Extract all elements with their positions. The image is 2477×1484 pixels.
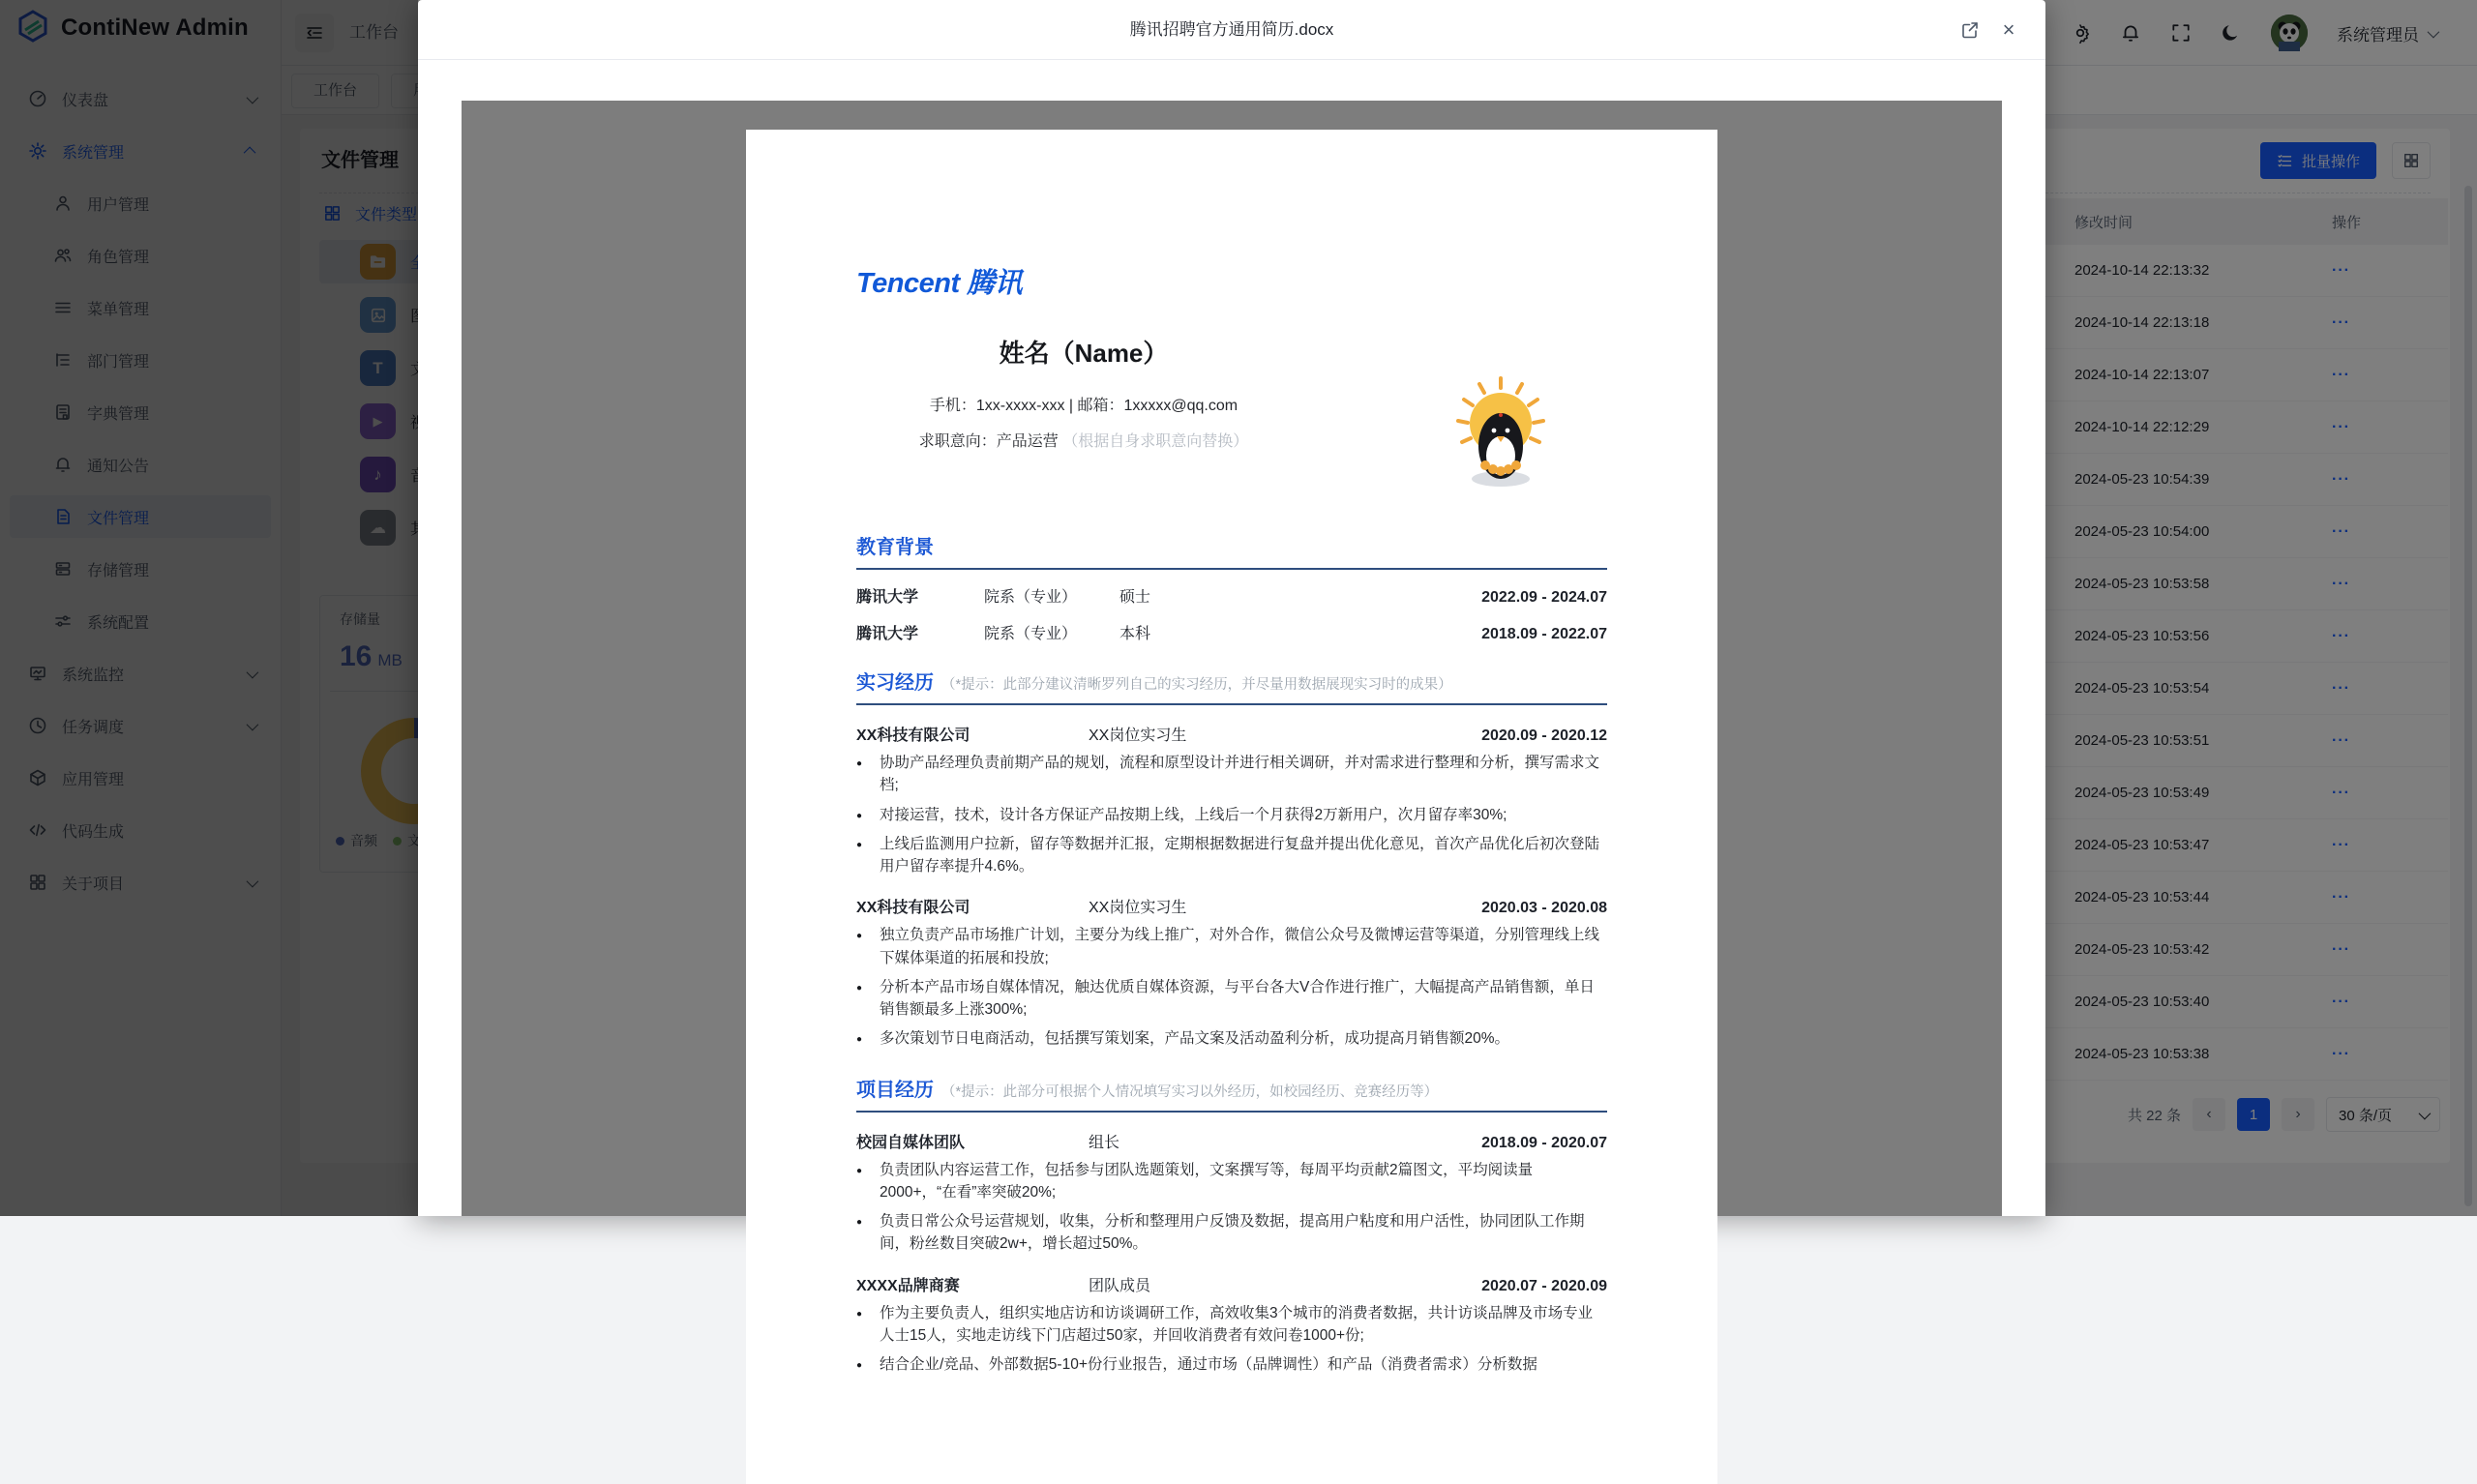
open-in-new-icon[interactable] xyxy=(1958,18,1982,42)
bullet: ● 上线后监测用户拉新，留存等数据并汇报，定期根据数据进行复盘并提出优化意见，首次产品优化后初次登陆用户留存率提升4.6%。 xyxy=(856,835,1600,875)
section-title: 项目经历 xyxy=(856,1079,934,1101)
bullet: ● 作为主要负责人，组织实地店访和访谈调研工作，高效收集3个城市的消费者数据，共计访谈品牌及市场专业人士15人，实地走访线下门店超过50家，并回收消费者有效问卷1000+份; xyxy=(856,1304,1594,1344)
bullet: ● 对接运营，技术，设计各方保证产品按期上线，上线后一个月获得2万新用户，次月留存率30%; xyxy=(856,806,1507,823)
education-row: 腾讯大学 院系（专业） 硕士 2022.09 - 2024.07 xyxy=(856,589,1607,606)
document-page xyxy=(746,130,1717,1484)
tencent-logo: Tencent 腾讯 xyxy=(856,268,1023,299)
document-viewer[interactable] xyxy=(462,101,2002,1373)
entry-header: XX科技有限公司 XX岗位实习生 2020.03 - 2020.08 xyxy=(856,900,1607,917)
penguin-mascot-image xyxy=(1450,371,1551,487)
entry-header: 校园自媒体团队 组长 2018.09 - 2020.07 xyxy=(856,1134,1607,1151)
education-row: 腾讯大学 院系（专业） 本科 2018.09 - 2022.07 xyxy=(856,626,1607,642)
section-education xyxy=(856,531,1607,643)
modal-title: 腾讯招聘官方通用简历.docx xyxy=(1129,20,1334,39)
bullet: ● 结合企业/竞品、外部数据5-10+份行业报告，通过市场（品牌调性）和产品（消费者需求）分析数据 xyxy=(856,1356,1537,1373)
resume-header xyxy=(856,334,1607,508)
bullet: ● 分析本产品市场自媒体情况，触达优质自媒体资源，与平台各大V合作进行推广，大幅提高产品销售额，单日销售额最多上涨300%; xyxy=(856,978,1595,1018)
entry-header: XX科技有限公司 XX岗位实习生 2020.09 - 2020.12 xyxy=(856,727,1607,744)
section-rule xyxy=(856,568,1607,570)
bullet: ● 负责日常公众号运营规划，收集，分析和整理用户反馈及数据，提高用户粘度和用户活性，协同团队工作期间，粉丝数目突破2w+，增长超过50%。 xyxy=(856,1213,1585,1253)
bullet: ● 负责团队内容运营工作，包括参与团队选题策划，文案撰写等，每周平均贡献2篇图文，平均阅读量2000+，“在看”率突破20%; xyxy=(856,1161,1534,1201)
section-internship xyxy=(856,667,1607,1051)
bullet: ● 多次策划节日电商活动，包括撰写策划案，产品文案及活动盈利分析，成功提高月销售额20%。 xyxy=(856,1030,1510,1048)
bullet: ● 独立负责产品市场推广计划，主要分为线上推广，对外合作，微信公众号及微博运营等渠道，分别管理线上线下媒体渠道的拓展和投放; xyxy=(856,927,1600,966)
section-hint: （*提示：此部分可根据个人情况填写实习以外经历，如校园经历、竞赛经历等） xyxy=(941,1083,1439,1100)
file-preview-modal xyxy=(418,0,2045,1373)
section-rule xyxy=(856,1111,1607,1113)
section-hint: （*提示：此部分建议清晰罗列自己的实习经历，并尽量用数据展现实习时的成果） xyxy=(941,677,1452,693)
section-projects xyxy=(856,1074,1607,1377)
modal-header xyxy=(418,0,2045,60)
resume-name: 姓名（Name） xyxy=(999,339,1169,368)
entry-header: XXXX品牌商赛 团队成员 2020.07 - 2020.09 xyxy=(856,1277,1607,1294)
resume-objective: 求职意向：产品运营 （根据自身求职意向替换） xyxy=(918,433,1249,450)
resume-contact: 手机：1xx-xxxx-xxx | 邮箱：1xxxxx@qq.com xyxy=(929,398,1238,414)
section-title: 教育背景 xyxy=(856,537,934,558)
section-title: 实习经历 xyxy=(856,672,934,694)
bullet: ● 协助产品经理负责前期产品的规划，流程和原型设计并进行相关调研，并对需求进行整理和分析，撰写需求文档; xyxy=(856,755,1600,794)
section-rule xyxy=(856,703,1607,705)
secondary-mask xyxy=(0,0,418,1216)
close-icon[interactable]: × xyxy=(2002,17,2015,42)
